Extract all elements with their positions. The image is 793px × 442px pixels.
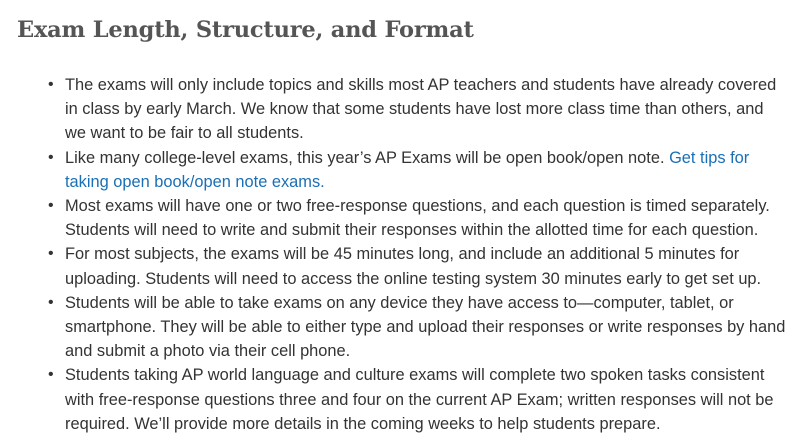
list-item xyxy=(48,194,787,242)
list-item xyxy=(48,242,787,290)
content-section xyxy=(17,14,787,436)
list-item xyxy=(48,291,787,364)
list-item-text: Like many college-level exams, this year’s AP Exams will be open book/open note. xyxy=(65,148,670,167)
list-item xyxy=(48,73,787,146)
list-item-text: The exams will only include topics and skills most AP teachers and students have already covered in class by early March. We know that some students have lost more class time than others, and we want to be fair to all students. xyxy=(65,76,777,143)
list-item-text: Students taking AP world language and culture exams will complete two spoken tasks consistent with free-response questions three and four on the current AP Exam; written responses will not be required. We’ll provide more details in the coming weeks to help students prepare. xyxy=(65,366,774,433)
bullet-icon: • xyxy=(48,76,54,93)
bullet-icon: • xyxy=(48,293,54,311)
bullet-icon: • xyxy=(48,148,54,166)
bullet-icon: • xyxy=(48,197,54,215)
bullet-list xyxy=(17,73,787,436)
bullet-icon: • xyxy=(48,366,54,384)
list-item-text: Students will be able to take exams on any device they have access to—computer, tablet, or smartphone. They will be able to either type and upload their responses or write responses by hand and submit a photo via their cell phone. xyxy=(65,293,786,361)
list-item xyxy=(48,146,787,194)
list-item-text: Most exams will have one or two free-response questions, and each question is timed separately. Students will need to write and submit their responses within the allotted time for each question. xyxy=(65,197,770,240)
section-heading: Exam Length, Structure, and Format xyxy=(17,17,474,43)
open-book-tips-link[interactable]: Get tips for taking open book/open note exams. xyxy=(65,148,750,191)
list-item-text: For most subjects, the exams will be 45 minutes long, and include an additional 5 minutes for uploading. Students will need to access the online testing system 30 minutes early to get set up. xyxy=(65,245,762,288)
bullet-icon: • xyxy=(48,245,54,263)
list-item xyxy=(48,363,787,436)
